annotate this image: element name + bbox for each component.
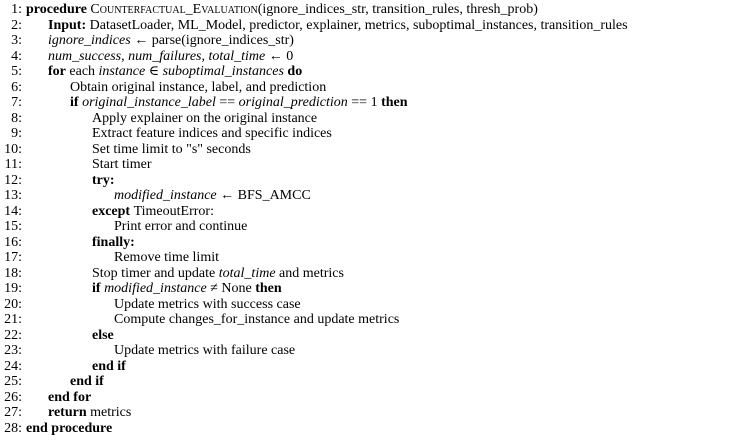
code-token: , — [121, 48, 129, 64]
algorithm-line — [0, 188, 731, 204]
line-code — [48, 49, 293, 65]
algorithm-line — [0, 235, 731, 251]
algorithm-line — [0, 281, 731, 297]
line-code — [92, 157, 152, 173]
algorithm-line — [0, 80, 731, 96]
line-code — [26, 2, 538, 18]
code-token: Update metrics with success case — [114, 296, 301, 312]
code-token: do — [283, 64, 303, 79]
algorithm-line — [0, 250, 731, 266]
code-token: modified_instance — [104, 281, 207, 296]
line-code — [92, 235, 135, 251]
line-number: 7: — [11, 95, 22, 110]
algorithm-line — [0, 359, 731, 375]
line-code — [92, 111, 317, 127]
line-number: 10: — [4, 141, 22, 157]
line-number: 1: — [11, 2, 22, 17]
code-token: ≠ None — [206, 281, 256, 296]
code-token: Obtain original instance, label, and prediction — [70, 79, 327, 95]
line-number: 14: — [4, 203, 22, 219]
line-number: 15: — [4, 219, 22, 234]
line-code — [92, 173, 115, 189]
algorithm-line — [0, 95, 731, 111]
line-number: 21: — [4, 312, 22, 327]
code-token: == — [215, 95, 239, 110]
line-code — [114, 188, 311, 204]
line-number: 27: — [4, 405, 22, 420]
line-code — [92, 359, 126, 375]
line-number: 26: — [4, 389, 22, 405]
code-token: ignore_indices — [48, 33, 131, 48]
line-code — [92, 126, 332, 142]
code-token: try: — [92, 172, 115, 188]
code-token: end if — [70, 374, 104, 389]
line-code — [92, 142, 251, 158]
code-token: ∈ — [145, 64, 163, 79]
line-code — [92, 266, 344, 282]
code-token: num_failures — [128, 48, 202, 64]
code-token: for — [48, 64, 66, 79]
code-token: original_prediction — [238, 95, 348, 110]
algorithm-line — [0, 2, 731, 18]
line-number: 17: — [4, 250, 22, 265]
code-token: then — [255, 281, 282, 296]
line-code — [48, 33, 294, 49]
line-code — [114, 250, 219, 266]
code-token: ← BFS_AMCC — [216, 188, 311, 203]
algorithm-line — [0, 18, 731, 34]
line-code — [48, 390, 91, 406]
algorithm-line — [0, 312, 731, 328]
code-token: Stop timer and update — [92, 265, 219, 281]
line-code — [70, 95, 408, 111]
code-token: procedure — [26, 2, 91, 17]
code-token: DatasetLoader, ML_Model, predictor, explainer, metrics, suboptimal_instances, transition_rules — [89, 17, 628, 33]
line-number: 23: — [4, 343, 22, 358]
line-code — [48, 64, 302, 80]
code-token: (ignore_indices_str, transition_rules, thresh_prob) — [257, 2, 538, 17]
algorithm-line — [0, 64, 731, 80]
algorithm-line — [0, 297, 731, 313]
code-token: instance — [98, 64, 146, 79]
line-number: 5: — [11, 64, 22, 79]
line-code — [26, 421, 112, 437]
code-token: each — [65, 64, 99, 79]
line-number: 18: — [4, 265, 22, 281]
code-token: == 1 — [347, 95, 382, 110]
code-token: ← parse(ignore_indices_str) — [130, 33, 294, 48]
algorithm-line — [0, 421, 731, 437]
algorithm-line — [0, 49, 731, 65]
code-token: ← 0 — [265, 48, 294, 64]
code-token: Remove time limit — [114, 250, 219, 265]
line-code — [70, 374, 104, 390]
code-token: TimeoutError: — [133, 203, 214, 219]
line-code — [48, 18, 628, 34]
line-number: 9: — [11, 126, 22, 141]
line-code — [92, 328, 114, 344]
code-token: except — [92, 203, 134, 219]
line-number: 22: — [4, 327, 22, 343]
line-code — [114, 219, 247, 235]
code-token: Extract feature indices and specific indices — [92, 126, 332, 141]
algorithm-line — [0, 126, 731, 142]
code-token: else — [92, 327, 114, 343]
algorithm-line — [0, 111, 731, 127]
code-token: end for — [48, 389, 92, 405]
code-token: Input: — [48, 17, 90, 33]
line-number: 6: — [11, 79, 22, 95]
line-number: 25: — [4, 374, 22, 389]
line-number: 2: — [11, 17, 22, 33]
code-token: Print error and continue — [114, 219, 248, 234]
code-token: , — [201, 48, 209, 64]
code-token: end procedure — [26, 420, 113, 436]
code-token: then — [381, 95, 408, 110]
line-code — [92, 204, 214, 220]
code-token: and metrics — [275, 265, 344, 281]
line-code — [114, 312, 399, 328]
code-token: Apply explainer on the original instance — [92, 110, 318, 126]
line-number: 28: — [4, 420, 22, 436]
algorithm-line — [0, 173, 731, 189]
line-number: 11: — [4, 157, 22, 172]
line-code — [70, 80, 326, 96]
code-token: Compute changes_for_instance and update metrics — [114, 312, 400, 327]
algorithm-line — [0, 157, 731, 173]
code-token: suboptimal_instances — [162, 64, 284, 79]
algorithm-listing — [0, 2, 731, 436]
algorithm-line — [0, 343, 731, 359]
algorithm-line — [0, 405, 731, 421]
line-number: 20: — [4, 296, 22, 312]
code-token: return — [48, 405, 91, 420]
code-token: num_success — [48, 48, 122, 64]
code-token: total_time — [208, 48, 266, 64]
algorithm-line — [0, 266, 731, 282]
code-token: Counterfactual_Evaluation — [90, 2, 258, 17]
code-token: original_instance_label — [82, 95, 216, 110]
line-code — [114, 297, 301, 313]
line-code — [92, 281, 282, 297]
code-token: Start timer — [92, 157, 152, 172]
code-token: if — [70, 95, 83, 110]
line-code — [48, 405, 131, 421]
code-token: if — [92, 281, 105, 296]
algorithm-line — [0, 33, 731, 49]
code-token: total_time — [218, 265, 276, 281]
algorithm-line — [0, 219, 731, 235]
line-number: 3: — [11, 33, 22, 48]
code-token: modified_instance — [114, 188, 217, 203]
line-number: 16: — [4, 234, 22, 250]
code-token: finally: — [92, 234, 135, 250]
algorithm-line — [0, 142, 731, 158]
code-token: end if — [92, 358, 126, 374]
algorithm-line — [0, 204, 731, 220]
line-number: 12: — [4, 172, 22, 188]
code-token: Update metrics with failure case — [114, 343, 296, 358]
algorithm-line — [0, 390, 731, 406]
line-number: 24: — [4, 358, 22, 374]
algorithm-line — [0, 328, 731, 344]
line-number: 4: — [11, 48, 22, 64]
line-code — [114, 343, 295, 359]
line-number: 13: — [4, 188, 22, 203]
code-token: Set time limit to "s" seconds — [92, 141, 251, 157]
algorithm-line — [0, 374, 731, 390]
line-number: 19: — [4, 281, 22, 296]
line-number: 8: — [11, 110, 22, 126]
code-token: metrics — [90, 405, 132, 420]
